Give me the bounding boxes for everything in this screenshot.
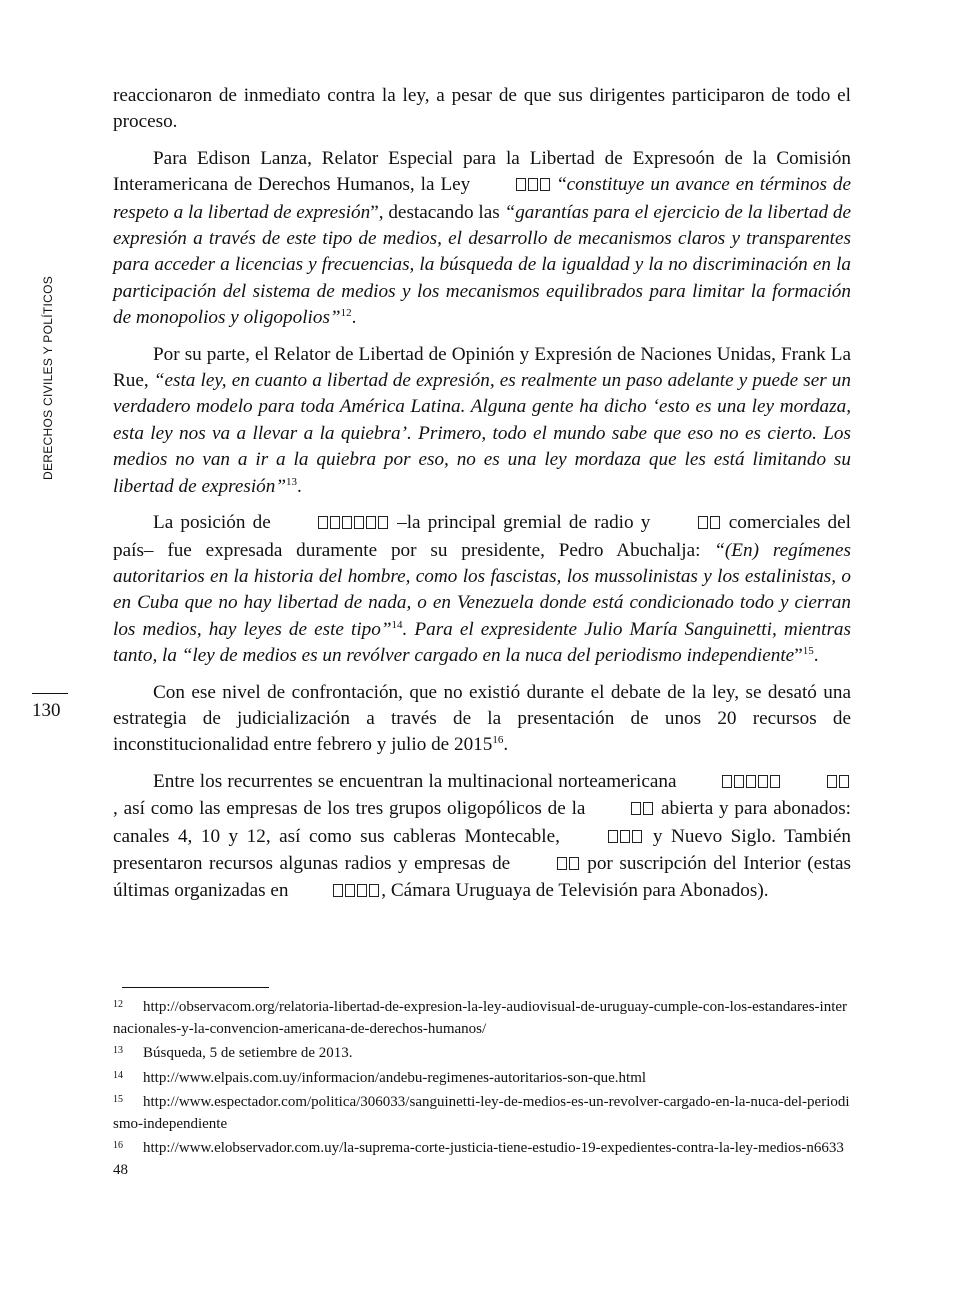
running-title: DERECHOS CIVILES Y POLÍTICOS	[41, 275, 55, 480]
missing-glyph-placeholder	[658, 511, 722, 537]
footnote-link[interactable]: http://www.elpais.com.uy/informacion/andebu-regimenes-autoritarios-son-que.html	[143, 1069, 647, 1086]
footnote-ref[interactable]: 15	[802, 645, 814, 658]
footnote-15: 15 http://www.espectador.com/politica/306033/sanguinetti-ley-de-medios-es-un-revolver-cargado-en-la-nuca-del-periodismo-independiente	[113, 1094, 850, 1132]
footnote-separator	[122, 987, 269, 988]
footnotes	[113, 994, 851, 1181]
paragraph-4: La posición de –la principal gremial de radio y comerciales del país– fue expresada duramente por su presidente, Pedro Abuchalja: “(En) regímenes autoritarios en la historia del hombre, como los fascistas, los mussolinistas y los estalinistas, o en Cuba que no hay libertad de nada, o en Venezuela donde está condicionado todo y cierran los medios, hay leyes de este tipo”$^{14}$. Para el expresidente Julio María Sanguinetti, mientras tanto, la “ley de medios es un revólver cargado en la nuca del periodismo independiente”$^{15}$.	[113, 512, 852, 667]
page-number: 130	[32, 700, 61, 721]
missing-glyph-placeholder	[278, 511, 390, 537]
paragraph-6: Entre los recurrentes se encuentran la multinacional norteamericana , así como las empresas de los tres grupos oligopólicos de la abierta y para abonados: canales 4, 10 y 12, así como sus cableras Montecable, y Nuevo Siglo. También presentaron recursos algunas radios y empresas de por suscripción del Interior (estas últimas organizadas en , Cámara Uruguaya de Televisión para Abonados).	[113, 769, 851, 906]
missing-glyph-placeholder	[591, 797, 655, 823]
footnote-14: 14 http://www.elpais.com.uy/informacion/andebu-regimenes-autoritarios-son-que.html	[113, 1069, 647, 1086]
footnote-ref[interactable]: 13	[286, 475, 298, 488]
footnote-link[interactable]: http://www.espectador.com/politica/306033/sanguinetti-ley-de-medios-es-un-revolver-cargado-en-la-nuca-del-periodismo-independiente	[113, 1094, 850, 1132]
body-text	[113, 83, 851, 916]
footnote-ref[interactable]: 14	[391, 618, 403, 631]
missing-glyph-placeholder	[682, 770, 782, 796]
footnote-link[interactable]: http://www.elobservador.com.uy/la-suprema-corte-justicia-tiene-estudio-19-expedientes-contra-la-ley-medios-n663348	[113, 1140, 844, 1178]
missing-glyph-placeholder	[293, 879, 381, 905]
page-number-rule	[32, 693, 68, 694]
missing-glyph-placeholder	[568, 825, 644, 851]
paragraph-2: Para Edison Lanza, Relator Especial para la Libertad de Expresoón de la Comisión Interamericana de Derechos Humanos, la Ley “constituye un avance en términos de respeto a la libertad de expresión”, destacando las “garantías para el ejercicio de la libertad de expresión a través de este tipo de medios, el desarrollo de mecanismos claros y transparentes para acceder a licencias y frecuencias, la búsqueda de la igualdad y la no discriminación en la participación del sistema de medios y los mecanismos equilibrados para limitar la formación de monopolios y oligopolios”$^{12}$.	[113, 147, 851, 329]
paragraph-5: Con ese nivel de confrontación, que no existió durante el debate de la ley, se desató una estrategia de judicialización a través de la presentación de unos 20 recursos de inconstitucionalidad entre febrero y julio de 2015$^{16}$.	[113, 681, 851, 756]
footnote-16: 16 http://www.elobservador.com.uy/la-suprema-corte-justicia-tiene-estudio-19-expedientes-contra-la-ley-medios-n663348	[113, 1140, 844, 1178]
missing-glyph-placeholder	[517, 852, 581, 878]
footnote-13: 13 Búsqueda, 5 de setiembre de 2013.	[113, 1045, 353, 1061]
footnote-link[interactable]: http://observacom.org/relatoria-libertad-de-expresion-la-ley-audiovisual-de-uruguay-cumple-con-los-estandares-internacionales-y-la-convencion-americana-de-derechos-humanos/	[113, 999, 848, 1037]
missing-glyph-placeholder	[476, 173, 552, 199]
paragraph-1: reaccionaron de inmediato contra la ley, a pesar de que sus dirigentes participaron de todo el proceso.	[113, 85, 851, 133]
missing-glyph-placeholder	[787, 770, 851, 796]
paragraph-3: Por su parte, el Relator de Libertad de Opinión y Expresión de Naciones Unidas, Frank La Rue, “esta ley, en cuanto a libertad de expresión, es realmente un paso adelante y puede ser un verdadero modelo para toda América Latina. Alguna gente ha dicho ‘esto es una ley mordaza, esta ley nos va a llevar a la quiebra’. Primero, todo el mundo sabe que eso no es cierto. Los medios no van a ir a la quiebra por eso, no es una ley mordaza que les está limitando su libertad de expresión”$^{13}$.	[113, 343, 851, 497]
footnote-12: 12 http://observacom.org/relatoria-libertad-de-expresion-la-ley-audiovisual-de-uruguay-cumple-con-los-estandares-internacionales-y-la-convencion-americana-de-derechos-humanos/	[113, 999, 848, 1037]
footnote-ref[interactable]: 12	[340, 307, 352, 320]
footnote-ref[interactable]: 16	[492, 734, 504, 747]
